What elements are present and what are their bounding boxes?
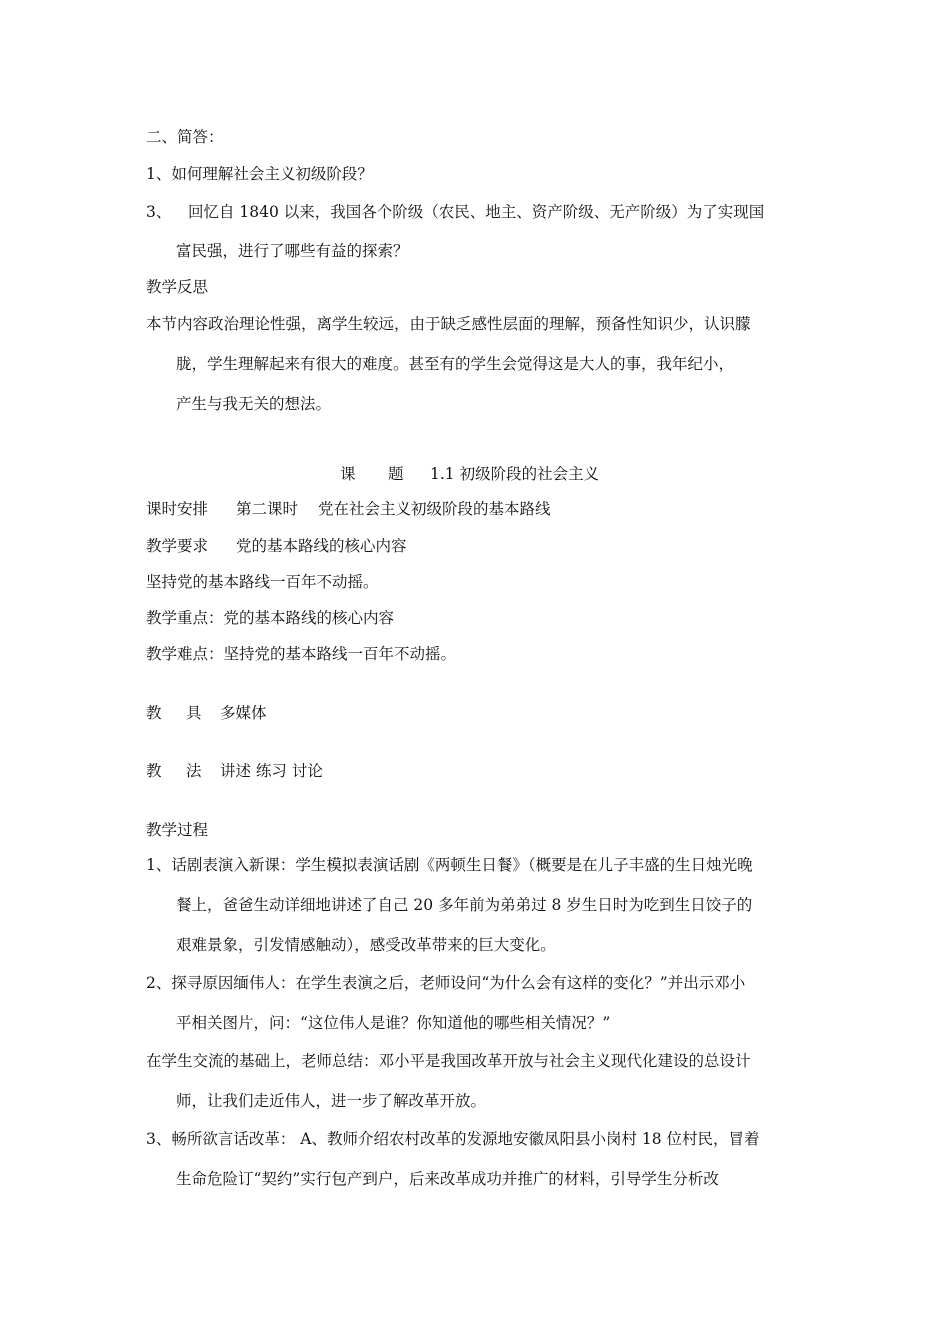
question-3-line-2: 富民强，进行了哪些有益的探索？ (176, 242, 409, 260)
question-1: 1、如何理解社会主义初级阶段？ (146, 165, 373, 183)
schedule-content: 党在社会主义初级阶段的基本路线 (318, 500, 551, 518)
question-3-number: 3、 (146, 203, 172, 221)
reflection-line-1: 本节内容政治理论性强，离学生较远，由于缺乏感性层面的理解，预备性知识少，认识朦 (146, 315, 751, 333)
process-2-line-4: 师，让我们走近伟人，进一步了解改革开放。 (176, 1092, 487, 1110)
difficulty: 教学难点：坚持党的基本路线一百年不动摇。 (146, 645, 457, 663)
reflection-line-2: 胧，学生理解起来有很大的难度。甚至有的学生会觉得这是大人的事，我年纪小， (176, 355, 735, 373)
requirement-label: 教学要求 (146, 537, 209, 555)
method-label-1: 教 (146, 762, 162, 780)
reflection-line-3: 产生与我无关的想法。 (176, 395, 332, 413)
requirement-content: 党的基本路线的核心内容 (236, 537, 407, 555)
schedule-period: 第二课时 (236, 500, 299, 518)
method-label-2: 法 (186, 762, 202, 780)
key-point: 教学重点：党的基本路线的核心内容 (146, 609, 395, 627)
tools-label-2: 具 (186, 704, 202, 722)
process-1-line-1: 1、话剧表演入新课：学生模拟表演话剧《两顿生日餐》（概要是在儿子丰盛的生日烛光晚 (146, 856, 753, 874)
tools-label-1: 教 (146, 704, 162, 722)
process-1-line-3: 艰难景象，引发情感触动），感受改革带来的巨大变化。 (176, 936, 556, 954)
process-3-line-2: 生命危险订“契约”实行包产到户，后来改革成功并推广的材料，引导学生分析改 (176, 1170, 719, 1188)
process-2-line-2: 平相关图片，问：“这位伟人是谁？你知道他的哪些相关情况？” (176, 1014, 611, 1032)
process-2-line-3: 在学生交流的基础上，老师总结：邓小平是我国改革开放与社会主义现代化建设的总设计 (146, 1052, 751, 1070)
reflection-heading: 教学反思 (146, 278, 209, 296)
process-1-line-2: 餐上，爸爸生动详细地讲述了自己 20 多年前为弟弟过 8 岁生日时为吃到生日饺子的 (176, 896, 753, 914)
process-heading: 教学过程 (146, 821, 209, 839)
process-3-line-1: 3、畅所欲言话改革： A、教师介绍农村改革的发源地安徽凤阳县小岗村 18 位村民，冒着 (146, 1130, 760, 1148)
topic-title: 1.1 初级阶段的社会主义 (430, 465, 600, 483)
process-2-line-1: 2、探寻原因缅伟人：在学生表演之后，老师设问“为什么会有这样的变化？”并出示邓小 (146, 974, 746, 992)
section-heading: 二、简答： (146, 128, 224, 146)
requirement-line-2: 坚持党的基本路线一百年不动摇。 (146, 573, 379, 591)
topic-label-2: 题 (388, 465, 404, 483)
question-3-line-1: 回忆自 1840 以来，我国各个阶级（农民、地主、资产阶级、无产阶级）为了实现国 (188, 203, 765, 221)
tools-content: 多媒体 (220, 704, 267, 722)
method-content: 讲述 练习 讨论 (220, 762, 323, 780)
topic-label-1: 课 (340, 465, 356, 483)
schedule-label: 课时安排 (146, 500, 209, 518)
